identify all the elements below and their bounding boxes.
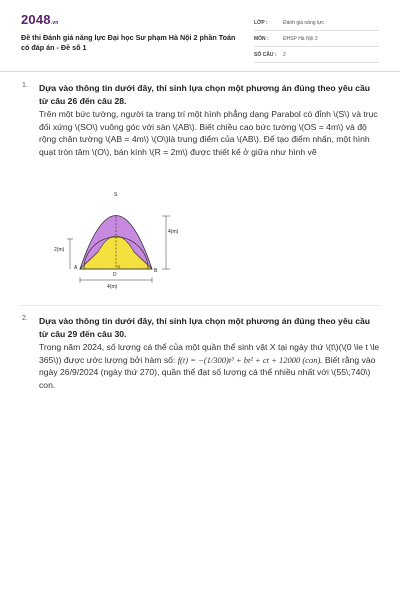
parabola-diagram xyxy=(38,192,198,292)
meta-panel xyxy=(254,17,379,65)
label-B: B xyxy=(154,268,158,274)
meta-row-socau xyxy=(254,49,379,63)
question-number: 1. xyxy=(22,82,28,89)
question-text-part2: Biết rằng vào ngày 26/9/2024 (ngày thứ 270), quần thể đạt số lượng cá thể nhiều nhất với \(55\;740\) con. xyxy=(39,354,376,390)
label-A: A xyxy=(74,265,78,271)
question-heading: Dựa vào thông tin dưới đây, thí sinh lựa chọn một phương án đúng theo yêu cầu từ câu 29 đến câu 30. xyxy=(39,316,371,339)
question-text-part1: Trong năm 2024, số lượng cá thể của một quần thể sinh vật X tại ngày thứ \(t\)(\(0 \le t \le 365\)) được ước lượng bởi hàm số: xyxy=(39,342,380,365)
document-title: Đề thi Đánh giá năng lực Đại học Sư phạm Hà Nội 2 phần Toán có đáp án - Đề số 1 xyxy=(21,33,236,52)
label-height: 4(m) xyxy=(168,229,179,235)
meta-label-lop: LỚP : xyxy=(254,20,268,26)
logo-text: 2048 xyxy=(21,12,51,27)
label-O: O xyxy=(117,264,121,269)
meta-value-socau: 2 xyxy=(283,52,286,58)
question-heading: Dựa vào thông tin dưới đây, thí sinh lựa chọn một phương án đúng theo yêu cầu từ câu 26 đến câu 28. xyxy=(39,83,371,106)
parabola-figure xyxy=(38,192,198,292)
meta-row-lop xyxy=(254,17,379,31)
function-formula: f(t) = −(1/300)t³ + bt² + ct + 12000 (con). xyxy=(177,354,323,365)
label-S: S xyxy=(114,192,118,198)
meta-value-mon: ĐHSP Hà Nội 2 xyxy=(283,36,318,42)
site-logo[interactable] xyxy=(21,12,59,27)
question-divider xyxy=(20,305,380,306)
question-text xyxy=(39,341,380,391)
meta-row-mon xyxy=(254,33,379,47)
meta-value-lop: Đánh giá năng lực xyxy=(283,20,324,26)
question-text: Trên một bức tường, người ta trang trí một hình phẳng dạng Parabol có đỉnh \(S\) và trục đối xứng \(SO\) vuông góc với sàn \(AB\). Biết chiều cao bức tường \(OS = 4m\) và độ rộng chân tường \(AB = 4m\) \(O\)là trung điểm của \(AB\). Để tạo điểm nhấn, một hình quạt tròn tâm \(O\), bán kính \(R = 2m\) được thiết kế ở giữa như hình vẽ xyxy=(39,109,378,157)
question-body xyxy=(39,82,380,158)
logo-suffix: .vn xyxy=(50,20,59,26)
label-radius: 2(m) xyxy=(54,247,65,253)
label-D: D xyxy=(113,272,117,278)
meta-label-socau: SỐ CÂU : xyxy=(254,52,277,58)
meta-label-mon: MÔN : xyxy=(254,36,269,42)
label-width: 4(m) xyxy=(107,284,118,290)
question-number: 2. xyxy=(22,315,28,322)
document-header xyxy=(0,0,400,72)
question-body xyxy=(39,315,380,391)
